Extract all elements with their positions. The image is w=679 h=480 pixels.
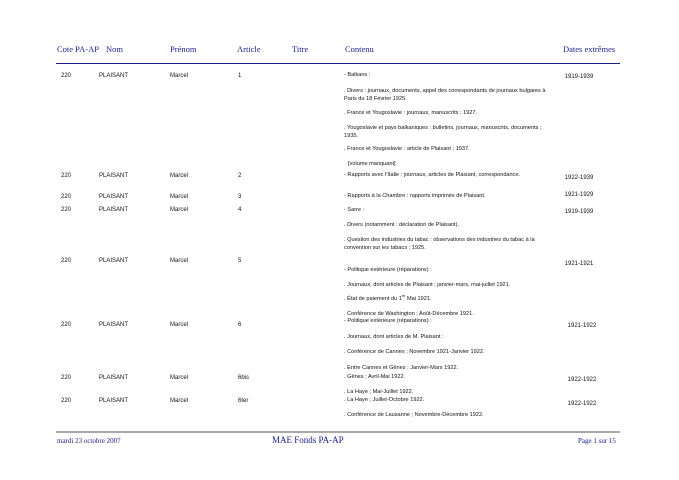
cell-article: 6ter [238, 398, 249, 404]
content-line: - Politique extérieure (réparations) : [344, 318, 432, 324]
content-line: . Gênes ; Avril-Mai 1922. [344, 374, 406, 380]
cell-prenom: Marcel [170, 258, 189, 264]
cell-article: 6 [238, 322, 242, 328]
footer-page-number: Page 1 sur 15 [578, 437, 616, 445]
cell-prenom: Marcel [170, 207, 189, 213]
content-line: - Rapports avec l'Italie : journaux, articles de Plaisant, correspondance. [344, 172, 521, 178]
header-article: Article [237, 44, 261, 54]
content-line [344, 293, 556, 304]
content-line: . Journaux, dont articles de Plaisant ; janvier-mars, mai-juillet 1921. [344, 282, 511, 288]
cell-prenom: Marcel [170, 322, 189, 328]
superscript: er [401, 293, 406, 299]
cell-cote: 220 [61, 398, 72, 404]
cell-cote: 220 [61, 322, 72, 328]
header-titre: Titre [292, 44, 309, 54]
header-rule [56, 63, 620, 64]
cell-dates: 1921-1922 [567, 323, 597, 329]
cell-prenom: Marcel [170, 398, 189, 404]
cell-article: 6bis [238, 375, 250, 381]
header-contenu: Contenu [345, 44, 374, 54]
header-nom: Nom [106, 44, 123, 54]
footer-rule [56, 431, 620, 433]
cell-prenom: Marcel [170, 173, 189, 179]
content-text: Mai 1921. [405, 296, 432, 302]
content-line: - Rapports à la Chambre : rapports imprimés de Plaisant. [344, 193, 486, 199]
cell-dates: 1922-1922 [567, 401, 597, 407]
cell-prenom: Marcel [170, 194, 189, 200]
content-line: . Yougoslavie et pays balkaniques : bulletins, journaux, manuscrits, documents ; 1935. [344, 125, 542, 139]
footer-date: mardi 23 octobre 2007 [57, 437, 121, 445]
cell-nom: PLAISANT [99, 258, 129, 264]
content-line: . France et Yougoslavie : article de Plaisant ; 1937. [344, 146, 470, 152]
cell-article: 4 [238, 207, 242, 213]
cell-article: 5 [238, 258, 242, 264]
content-line: [volume manquant] [348, 161, 396, 167]
cell-nom: PLAISANT [99, 375, 129, 381]
cell-prenom: Marcel [170, 375, 189, 381]
cell-nom: PLAISANT [99, 322, 129, 328]
cell-nom: PLAISANT [99, 207, 129, 213]
cell-nom: PLAISANT [99, 398, 129, 404]
content-line: . Question des industries du tabac : observations des industries du tabac à la convention sur les tabacs ; 1925. [344, 237, 535, 251]
cell-cote: 220 [61, 73, 72, 79]
cell-dates: 1919-1939 [564, 74, 594, 80]
header-prenom: Prénom [170, 44, 197, 54]
content-line: . Divers (notamment : déclaration de Plaisant). [344, 222, 460, 228]
cell-article: 1 [238, 73, 242, 79]
content-line: . La Haye ; Juillet-Octobre 1922. [344, 397, 425, 403]
cell-dates: 1922-1939 [564, 175, 594, 181]
content-line: . Conférence de Washington ; Août-Décembre 1921. [344, 311, 474, 317]
content-line: - Politique extérieure (réparations) : [344, 267, 432, 273]
cell-dates: 1921-1929 [564, 192, 594, 198]
header-dates: Dates extrêmes [563, 44, 616, 54]
content-line: . La Haye ; Mai-Juillet 1922. [344, 389, 414, 395]
cell-dates: 1921-1921 [564, 261, 594, 267]
cell-article: 3 [238, 194, 242, 200]
content-line: . Conférence de Lausanne ; Novembre-Décembre 1922. [344, 412, 484, 418]
header-cote: Cote PA-AP [57, 44, 99, 54]
content-line: . Conférence de Cannes ; Novembre 1921-Janvier 1922. [344, 349, 485, 355]
cell-cote: 220 [61, 194, 72, 200]
content-line: . France et Yougoslavie : journaux, manuscrits ; 1927. [344, 110, 478, 116]
content-line: - Sarre : [344, 207, 365, 213]
footer-title: MAE Fonds PA-AP [272, 435, 344, 445]
cell-prenom: Marcel [170, 73, 189, 79]
cell-nom: PLAISANT [99, 173, 129, 179]
content-line: . Journaux, dont articles de M. Plaisant : [344, 334, 444, 340]
content-line: - Balkans : [344, 72, 371, 78]
cell-cote: 220 [61, 258, 72, 264]
content-text: . État de paiement du 1 [344, 296, 402, 302]
content-line: . Divers : journaux, documents, appel des correspondants de journaux bulgares à Paris du 18 Février 1925. [344, 88, 546, 102]
cell-cote: 220 [61, 207, 72, 213]
cell-nom: PLAISANT [99, 73, 129, 79]
content-line: . Entre Cannes et Gênes ; Janvier-Mars 1922. [344, 365, 459, 371]
cell-article: 2 [238, 173, 242, 179]
cell-cote: 220 [61, 375, 72, 381]
cell-cote: 220 [61, 173, 72, 179]
cell-dates: 1922-1922 [567, 377, 597, 383]
cell-dates: 1919-1939 [564, 209, 594, 215]
cell-nom: PLAISANT [99, 194, 129, 200]
